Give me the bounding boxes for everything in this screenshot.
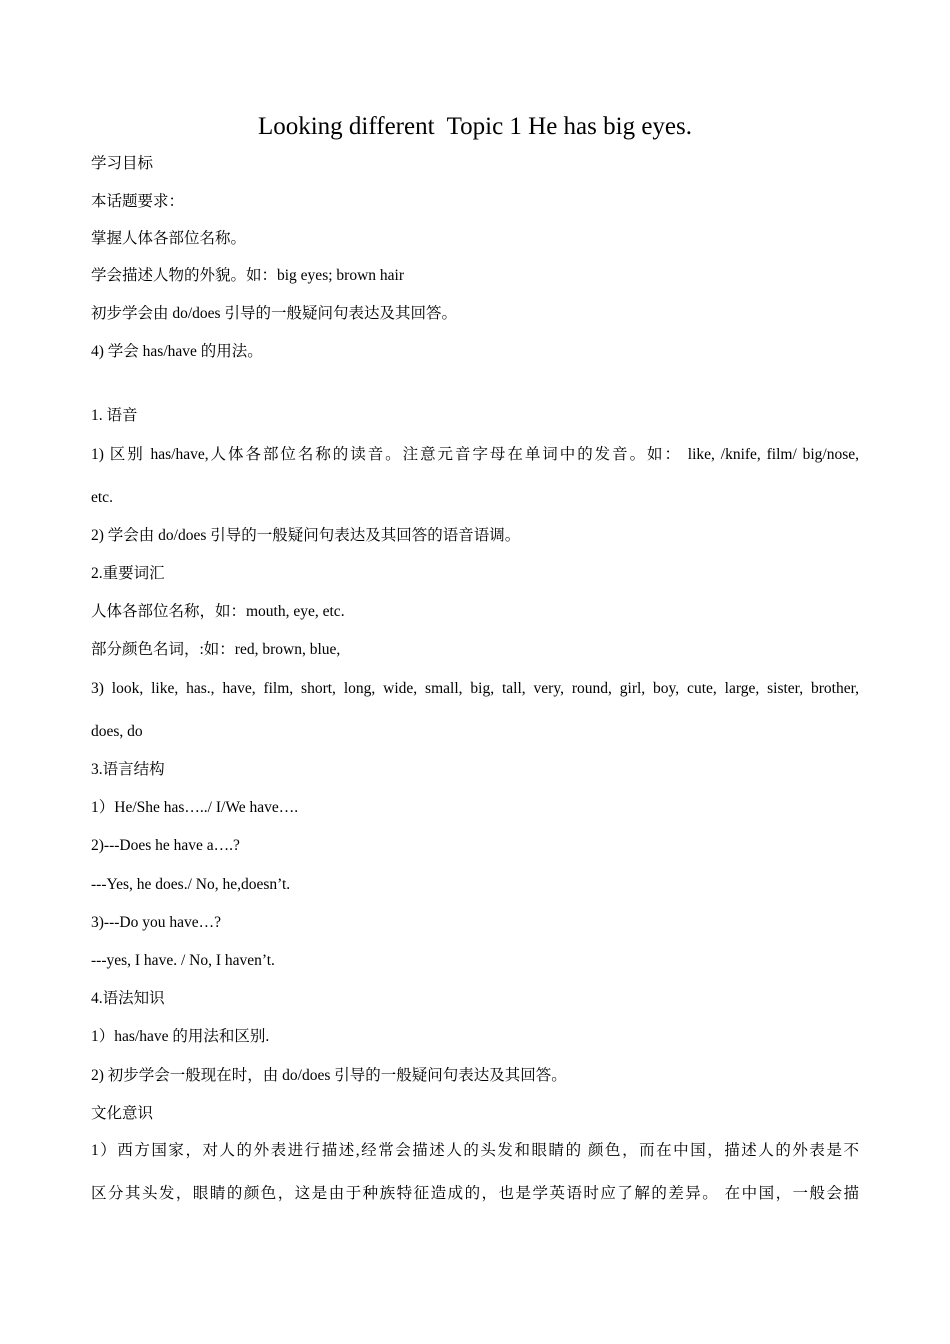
document-title: Looking different Topic 1 He has big eyes. bbox=[257, 113, 693, 140]
text-line: 部分颜色名词，:如：red, brown, blue, bbox=[91, 641, 341, 658]
text-line: 区分其头发，眼睛的颜色，这是由于种族特征造成的，也是学英语时应了解的差异。 在中国，一般会描 bbox=[91, 1185, 859, 1202]
text-line: ---Yes, he does./ No, he,doesn’t. bbox=[91, 876, 291, 893]
text-line: does, do bbox=[91, 723, 143, 740]
text-line: 学会描述人物的外貌。如：big eyes; brown hair bbox=[91, 267, 404, 284]
section-heading: 4.语法知识 bbox=[91, 990, 165, 1007]
text-line: 1）He/She has…../ I/We have…. bbox=[91, 799, 299, 816]
text-line: ---yes, I have. / No, I haven’t. bbox=[91, 952, 275, 969]
section-heading: 学习目标 bbox=[91, 155, 154, 172]
text-line: 2)---Does he have a….? bbox=[91, 837, 240, 854]
section-heading: 2.重要词汇 bbox=[91, 565, 165, 582]
section-heading: 文化意识 bbox=[91, 1105, 154, 1122]
text-line: 人体各部位名称，如：mouth, eye, etc. bbox=[91, 603, 345, 620]
text-line: 1）has/have 的用法和区别. bbox=[91, 1028, 270, 1045]
text-line: 3) look, like, has., have, film, short, long, wide, small, big, tall, very, round, girl, boy, cute, large, sister, brother, bbox=[91, 680, 859, 697]
text-line: 本话题要求： bbox=[91, 193, 185, 210]
text-line: 4) 学会 has/have 的用法。 bbox=[91, 343, 263, 360]
text-line: 3)---Do you have…? bbox=[91, 914, 221, 931]
text-line: 2) 学会由 do/does 引导的一般疑问句表达及其回答的语音语调。 bbox=[91, 527, 521, 544]
text-line: etc. bbox=[91, 489, 113, 506]
text-line: 1）西方国家，对人的外表进行描述,经常会描述人的头发和眼睛的 颜色，而在中国，描述人的外表是不 bbox=[91, 1142, 859, 1159]
text-line: 掌握人体各部位名称。 bbox=[91, 230, 247, 247]
text-line: 初步学会由 do/does 引导的一般疑问句表达及其回答。 bbox=[91, 305, 457, 322]
text-line: 2) 初步学会一般现在时，由 do/does 引导的一般疑问句表达及其回答。 bbox=[91, 1067, 567, 1084]
section-heading: 1. 语音 bbox=[91, 407, 138, 424]
section-heading: 3.语言结构 bbox=[91, 761, 165, 778]
text-line: 1) 区别 has/have,人体各部位名称的读音。注意元音字母在单词中的发音。如： like, /knife, film/ big/nose, bbox=[91, 446, 859, 463]
